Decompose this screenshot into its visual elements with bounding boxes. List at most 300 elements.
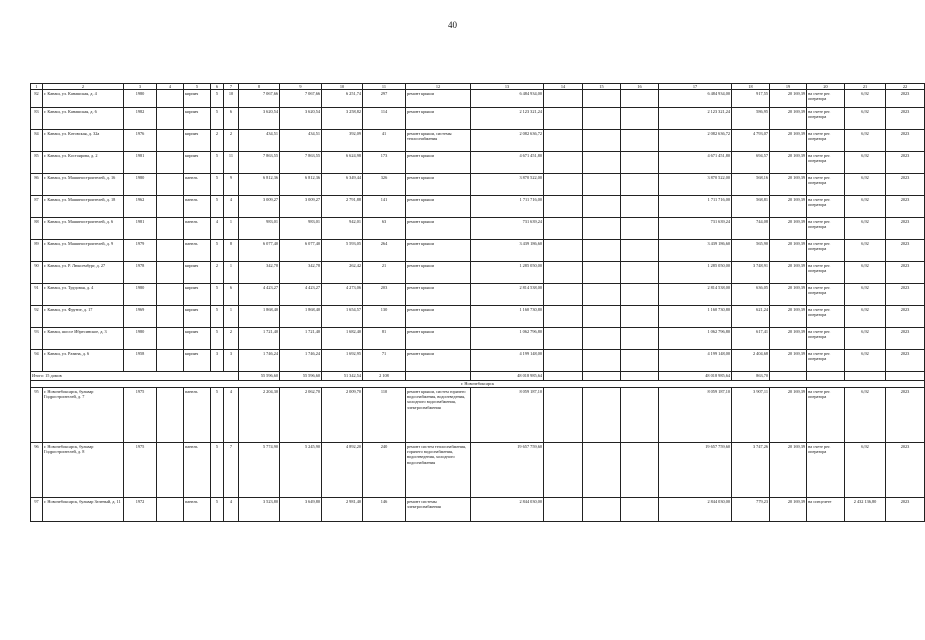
cell-lim: 20 169,39 [770, 174, 807, 196]
cell-work: ремонт крыши, систем горячего водоснабжения, водоотведения, холодного водоснабжения, электроснабжения [406, 388, 471, 443]
cell-c21: 6,92 [845, 240, 886, 262]
cell-c21: 6,92 [845, 108, 886, 130]
cell-people: 130 [363, 306, 406, 328]
total-row [31, 372, 925, 381]
cell-per_m: 3 747,26 [732, 443, 770, 498]
cell-lim: 20 169,39 [770, 108, 807, 130]
cell-cost: 2 082 636,72 [471, 130, 544, 152]
cell-a3: 2 009,70 [322, 388, 363, 443]
cell-people: 240 [363, 443, 406, 498]
cell-c17: 2 082 636,72 [659, 130, 732, 152]
table-row [31, 152, 925, 174]
cell-a1: 3 523,80 [239, 498, 280, 522]
cell-work: ремонт крыши, системы теплоснабжения [406, 130, 471, 152]
cell-year: 1980 [124, 284, 157, 306]
cell-cost: 1 160 730,80 [471, 306, 544, 328]
cell-addr: г. Канаш, шоссе Ибресинское, д. 3 [43, 328, 124, 350]
cell-c21: 6,92 [845, 174, 886, 196]
cell-c21: 6,92 [845, 218, 886, 240]
cell-c4 [157, 498, 184, 522]
cell-c16 [621, 498, 659, 522]
cell-c15 [583, 284, 621, 306]
cell-addr: г. Канаш, ул. Разина, д. 6 [43, 350, 124, 372]
cell-c16 [621, 218, 659, 240]
cell-addr: г. Канаш, ул. Канашская, д. 6 [43, 108, 124, 130]
cell-year: 1976 [124, 130, 157, 152]
cell-c16 [621, 443, 659, 498]
cell-c16 [621, 388, 659, 443]
cell-c17: 731 639,24 [659, 218, 732, 240]
cell-year: 1958 [124, 350, 157, 372]
cell-c22: 2023 [886, 498, 925, 522]
cell-fund: на счете рег. оператора [807, 388, 845, 443]
cell-per_m: 568,81 [732, 196, 770, 218]
cell-cost: 19 657 759,60 [471, 443, 544, 498]
cell-a2: 3 009,27 [280, 196, 322, 218]
cell-addr: г. Канаш, ул. Костоярова, д. 2 [43, 152, 124, 174]
cell-per_m: 636,05 [732, 284, 770, 306]
cell-c16 [621, 350, 659, 372]
cell-c14 [544, 108, 583, 130]
cell-n: 87 [31, 196, 43, 218]
header-cell: 4 [157, 84, 184, 90]
cell-c15 [583, 108, 621, 130]
cell-c4 [157, 240, 184, 262]
cell-c6: 5 [211, 196, 224, 218]
cell-fund: на счете рег. оператора [807, 196, 845, 218]
cell-year: 1975 [124, 443, 157, 498]
cell-fund: на счете рег. оператора [807, 350, 845, 372]
cell-cost: 4 199 148,00 [471, 350, 544, 372]
cell-people: 114 [363, 108, 406, 130]
table-row [31, 306, 925, 328]
cell-c16 [621, 152, 659, 174]
cell-c17: 6 484 934,00 [659, 90, 732, 108]
cell-c17: 1 062 796,80 [659, 328, 732, 350]
region-label: г. Новочебоксарск [31, 381, 925, 388]
total-label: Итого: 15 домов [31, 372, 239, 381]
cell-c16 [621, 108, 659, 130]
cell-c7: 1 [224, 306, 239, 328]
cell-c7: 4 [224, 196, 239, 218]
cell-people: 21 [363, 262, 406, 284]
cell-c7: 2 [224, 328, 239, 350]
header-cell: 8 [239, 84, 280, 90]
cell-addr: г. Канаш, ул. Машиностроителей, д. 9 [43, 240, 124, 262]
cell-c4 [157, 196, 184, 218]
cell-people: 71 [363, 350, 406, 372]
cell-a3: 1 654,57 [322, 306, 363, 328]
cell-c14 [544, 130, 583, 152]
cell-work: ремонт крыши [406, 152, 471, 174]
cell-c14 [544, 328, 583, 350]
cell-c4 [157, 262, 184, 284]
cell-n: 92 [31, 306, 43, 328]
cell-work: ремонт крыши [406, 262, 471, 284]
cell-mat: кирпич [184, 90, 211, 108]
cell-mat: кирпич [184, 262, 211, 284]
cell-c22: 2023 [886, 306, 925, 328]
header-cell: 10 [322, 84, 363, 90]
cell-a1: 983,01 [239, 218, 280, 240]
cell-a2: 434,51 [280, 130, 322, 152]
cell-addr: г. Новочебоксарск, бульвар Гидростроителей, д. 7 [43, 388, 124, 443]
cell-c4 [157, 443, 184, 498]
cell-c16 [621, 328, 659, 350]
cell-c4 [157, 388, 184, 443]
cell-c6: 5 [211, 152, 224, 174]
cell-year: 1980 [124, 174, 157, 196]
cell-a2: 342,78 [280, 262, 322, 284]
cell-c22: 2023 [886, 90, 925, 108]
cell-c15 [583, 90, 621, 108]
cell-a2: 1 721,40 [280, 328, 322, 350]
cell-c22: 2023 [886, 130, 925, 152]
cell-people: 203 [363, 284, 406, 306]
cell-c14 [544, 284, 583, 306]
cell-a3: 262,42 [322, 262, 363, 284]
cell-work: ремонт крыши [406, 196, 471, 218]
cell-lim: 20 169,39 [770, 90, 807, 108]
cell-n: 85 [31, 152, 43, 174]
header-cell: 9 [280, 84, 322, 90]
cell-c4 [157, 152, 184, 174]
cell-n: 97 [31, 498, 43, 522]
cell-cost: 3 439 186,60 [471, 240, 544, 262]
cell-per_m: 621,24 [732, 306, 770, 328]
cell-c21: 6,92 [845, 443, 886, 498]
cell-c22: 2023 [886, 152, 925, 174]
cell-c7: 1 [224, 218, 239, 240]
cell-work: ремонт крыши [406, 174, 471, 196]
empty-cell [406, 372, 471, 381]
empty-cell [621, 372, 659, 381]
cell-cost: 1 062 796,80 [471, 328, 544, 350]
cell-lim: 20 169,39 [770, 388, 807, 443]
total-a3: 51 342,54 [322, 372, 363, 381]
cell-c15 [583, 152, 621, 174]
total-people: 2 108 [363, 372, 406, 381]
cell-c4 [157, 306, 184, 328]
cell-c14 [544, 350, 583, 372]
cell-c22: 2023 [886, 443, 925, 498]
cell-year: 1981 [124, 152, 157, 174]
cell-year: 1982 [124, 108, 157, 130]
cell-c6: 5 [211, 443, 224, 498]
cell-cost: 2 844 030,00 [471, 498, 544, 522]
cell-work: ремонт крыши [406, 108, 471, 130]
cell-n: 94 [31, 350, 43, 372]
cell-c15 [583, 388, 621, 443]
cell-c15 [583, 174, 621, 196]
cell-people: 146 [363, 498, 406, 522]
cell-a2: 4 423,27 [280, 284, 322, 306]
cell-c16 [621, 306, 659, 328]
cell-addr: г. Канаш, ул. Машиностроителей, д. 6 [43, 218, 124, 240]
cell-c14 [544, 306, 583, 328]
cell-a1: 2 204,30 [239, 388, 280, 443]
page-number: 40 [448, 20, 457, 30]
cell-a2: 6 077,40 [280, 240, 322, 262]
cell-c15 [583, 350, 621, 372]
cell-c4 [157, 130, 184, 152]
cell-people: 41 [363, 130, 406, 152]
empty-cell [770, 372, 807, 381]
header-cell: 21 [845, 84, 886, 90]
cell-c7: 7 [224, 443, 239, 498]
cell-mat: панель [184, 388, 211, 443]
cell-a3: 6 251,74 [322, 90, 363, 108]
cell-c7: 2 [224, 130, 239, 152]
cell-c22: 2023 [886, 196, 925, 218]
cell-a2: 7 863,55 [280, 152, 322, 174]
cell-c6: 5 [211, 388, 224, 443]
cell-c14 [544, 90, 583, 108]
cell-mat: кирпич [184, 108, 211, 130]
cell-c6: 2 [211, 262, 224, 284]
cell-per_m: 586,95 [732, 108, 770, 130]
cell-c17: 2 844 030,00 [659, 498, 732, 522]
cell-people: 173 [363, 152, 406, 174]
cell-cost: 2 814 538,00 [471, 284, 544, 306]
cell-c15 [583, 196, 621, 218]
cell-fund: на счете рег. оператора [807, 174, 845, 196]
cell-a3: 4 892,20 [322, 443, 363, 498]
cell-c14 [544, 152, 583, 174]
cell-a1: 6 077,40 [239, 240, 280, 262]
cell-a2: 6 812,36 [280, 174, 322, 196]
cell-a2: 7 067,66 [280, 90, 322, 108]
empty-cell [845, 372, 886, 381]
cell-a3: 5 593,05 [322, 240, 363, 262]
cell-lim: 20 169,39 [770, 262, 807, 284]
cell-year: 1962 [124, 196, 157, 218]
cell-fund: на счете рег. оператора [807, 262, 845, 284]
cell-c6: 4 [211, 218, 224, 240]
cell-c17: 2 814 538,00 [659, 284, 732, 306]
cell-c14 [544, 218, 583, 240]
cell-c6: 5 [211, 90, 224, 108]
cell-c7: 8 [224, 240, 239, 262]
cell-c22: 2023 [886, 174, 925, 196]
cell-c17: 2 123 321,24 [659, 108, 732, 130]
cell-c21: 6,92 [845, 328, 886, 350]
cell-c16 [621, 284, 659, 306]
cell-n: 89 [31, 240, 43, 262]
cell-cost: 2 123 321,24 [471, 108, 544, 130]
cell-cost: 1 711 716,00 [471, 196, 544, 218]
repair-program-table [30, 83, 925, 522]
header-cell: 3 [124, 84, 157, 90]
cell-per_m: 4 793,07 [732, 130, 770, 152]
cell-lim: 20 169,39 [770, 218, 807, 240]
cell-a3: 4 273,06 [322, 284, 363, 306]
cell-year: 1972 [124, 498, 157, 522]
table-row [31, 262, 925, 284]
cell-work: ремонт систем теплоснабжения, горячего водоснабжения, водоотведения, холодного водоснабжения [406, 443, 471, 498]
cell-per_m: 565,90 [732, 240, 770, 262]
cell-a1: 342,78 [239, 262, 280, 284]
cell-c17: 4 199 148,00 [659, 350, 732, 372]
cell-c4 [157, 90, 184, 108]
cell-a1: 3 009,27 [239, 196, 280, 218]
cell-a3: 2 791,88 [322, 196, 363, 218]
cell-c7: 6 [224, 108, 239, 130]
cell-c6: 5 [211, 108, 224, 130]
cell-n: 91 [31, 284, 43, 306]
cell-per_m: 3 907,11 [732, 388, 770, 443]
header-cell: 14 [544, 84, 583, 90]
cell-mat: панель [184, 498, 211, 522]
table-row [31, 443, 925, 498]
cell-c7: 9 [224, 174, 239, 196]
cell-fund: на счете рег. оператора [807, 443, 845, 498]
cell-a2: 5 245,90 [280, 443, 322, 498]
cell-c14 [544, 262, 583, 284]
header-cell: 19 [770, 84, 807, 90]
cell-c14 [544, 388, 583, 443]
cell-c14 [544, 240, 583, 262]
cell-a2: 3 620,54 [280, 108, 322, 130]
cell-c17: 1 285 050,00 [659, 262, 732, 284]
cell-work: ремонт крыши [406, 218, 471, 240]
cell-c6: 5 [211, 328, 224, 350]
cell-c7: 4 [224, 498, 239, 522]
cell-per_m: 917,55 [732, 90, 770, 108]
cell-addr: г. Новочебоксарск, бульвар Зеленый, д. 11 [43, 498, 124, 522]
cell-mat: панель [184, 174, 211, 196]
cell-lim: 20 169,39 [770, 443, 807, 498]
cell-c15 [583, 240, 621, 262]
cell-a1: 1 746,24 [239, 350, 280, 372]
cell-mat: кирпич [184, 130, 211, 152]
cell-c22: 2023 [886, 240, 925, 262]
cell-c4 [157, 108, 184, 130]
cell-fund: на счете рег. оператора [807, 108, 845, 130]
cell-people: 326 [363, 174, 406, 196]
cell-lim: 20 169,39 [770, 130, 807, 152]
cell-lim: 20 169,39 [770, 350, 807, 372]
header-cell: 16 [621, 84, 659, 90]
table-row [31, 240, 925, 262]
cell-c22: 2023 [886, 262, 925, 284]
cell-people: 110 [363, 388, 406, 443]
cell-n: 93 [31, 328, 43, 350]
cell-n: 95 [31, 388, 43, 443]
cell-fund: на счете рег. оператора [807, 90, 845, 108]
cell-c21: 6,92 [845, 306, 886, 328]
cell-c15 [583, 262, 621, 284]
cell-c17: 3 870 522,00 [659, 174, 732, 196]
cell-c17: 8 059 187,10 [659, 388, 732, 443]
cell-per_m: 779,23 [732, 498, 770, 522]
cell-a1: 7 067,66 [239, 90, 280, 108]
cell-work: ремонт крыши [406, 328, 471, 350]
header-cell: 12 [406, 84, 471, 90]
cell-a2: 1 868,40 [280, 306, 322, 328]
cell-c17: 19 657 759,60 [659, 443, 732, 498]
cell-n: 82 [31, 90, 43, 108]
cell-cost: 8 059 187,10 [471, 388, 544, 443]
cell-lim: 20 169,39 [770, 306, 807, 328]
cell-addr: г. Канаш, ул. Котовская, д. 32а [43, 130, 124, 152]
cell-addr: г. Канаш, ул. Р. Люксембург, д. 27 [43, 262, 124, 284]
cell-c4 [157, 328, 184, 350]
header-cell: 1 [31, 84, 43, 90]
cell-c6: 5 [211, 306, 224, 328]
cell-c6: 5 [211, 498, 224, 522]
cell-addr: г. Канаш, ул. Трудовая, д. 4 [43, 284, 124, 306]
cell-c6: 5 [211, 174, 224, 196]
cell-work: ремонт крыши [406, 284, 471, 306]
cell-addr: г. Канаш, ул. Машиностроителей, д. 18 [43, 196, 124, 218]
cell-c17: 1 160 730,80 [659, 306, 732, 328]
total-a2: 55 596,60 [280, 372, 322, 381]
cell-a2: 983,01 [280, 218, 322, 240]
cell-addr: г. Канаш, ул. Канашская, д. 4 [43, 90, 124, 108]
cell-a3: 1 682,40 [322, 328, 363, 350]
cell-mat: кирпич [184, 306, 211, 328]
table-row [31, 90, 925, 108]
empty-cell [807, 372, 845, 381]
header-cell: 15 [583, 84, 621, 90]
cell-a3: 1 692,95 [322, 350, 363, 372]
cell-per_m: 694,57 [732, 152, 770, 174]
cell-c14 [544, 498, 583, 522]
empty-cell [583, 372, 621, 381]
total-a1: 55 596,60 [239, 372, 280, 381]
cell-c16 [621, 174, 659, 196]
cell-mat: кирпич [184, 152, 211, 174]
cell-c21: 6,92 [845, 90, 886, 108]
cell-c21: 2 432 136,80 [845, 498, 886, 522]
cell-c7: 11 [224, 152, 239, 174]
cell-addr: г. Новочебоксарск, бульвар Гидростроителей, д. 8 [43, 443, 124, 498]
cell-c17: 1 711 716,00 [659, 196, 732, 218]
cell-work: ремонт крыши [406, 350, 471, 372]
cell-mat: кирпич [184, 328, 211, 350]
cell-people: 264 [363, 240, 406, 262]
cell-c17: 3 439 186,60 [659, 240, 732, 262]
cell-fund: на счете рег. оператора [807, 130, 845, 152]
cell-year: 1975 [124, 388, 157, 443]
cell-c4 [157, 284, 184, 306]
header-cell: 2 [43, 84, 124, 90]
header-cell: 22 [886, 84, 925, 90]
cell-c6: 5 [211, 240, 224, 262]
cell-year: 1981 [124, 218, 157, 240]
cell-addr: г. Канаш, ул. Фрунзе, д. 17 [43, 306, 124, 328]
cell-c6: 2 [211, 130, 224, 152]
cell-fund: на спецсчете [807, 498, 845, 522]
cell-mat: кирпич [184, 350, 211, 372]
cell-n: 90 [31, 262, 43, 284]
cell-a3: 392,09 [322, 130, 363, 152]
cell-lim: 20 169,39 [770, 240, 807, 262]
cell-cost: 6 484 934,00 [471, 90, 544, 108]
cell-cost: 1 285 050,00 [471, 262, 544, 284]
table-row [31, 388, 925, 443]
cell-a3: 2 981,40 [322, 498, 363, 522]
cell-c14 [544, 443, 583, 498]
cell-mat: кирпич [184, 284, 211, 306]
table-row [31, 498, 925, 522]
cell-c21: 6,92 [845, 152, 886, 174]
cell-year: 1979 [124, 240, 157, 262]
cell-fund: на счете рег. оператора [807, 306, 845, 328]
header-cell: 6 [211, 84, 224, 90]
total-cost: 48 018 985,64 [471, 372, 544, 381]
